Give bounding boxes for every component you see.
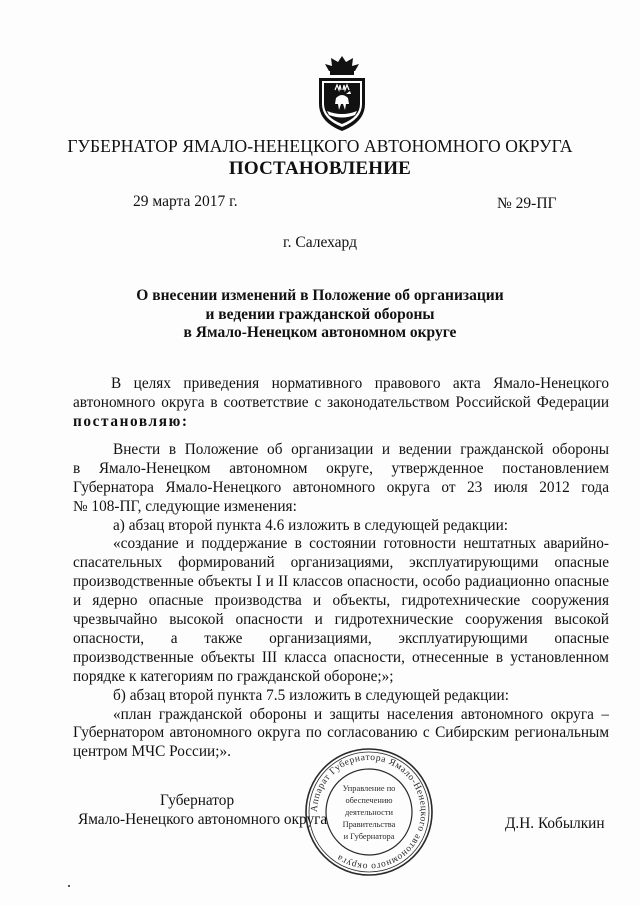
document-subject — [0, 287, 640, 343]
subject-line: и ведении гражданской обороны — [205, 305, 435, 323]
preamble-paragraph — [73, 375, 609, 432]
scan-speck — [68, 885, 70, 887]
text-line: производственные объекты III класса опасности, отнесенные в установленном — [73, 648, 609, 666]
seal-center-line: деятельности — [345, 808, 393, 817]
subject-line: в Ямало-Ненецком автономном округе — [183, 324, 457, 341]
text-line: Губернатора Ямало-Ненецкого автономного округа от 23 июля 2012 года — [73, 478, 609, 496]
signatory-region: Ямало-Ненецкого автономного округа — [78, 811, 328, 828]
text-line: «план гражданской обороны и защиты населения автономного округа – — [113, 705, 609, 723]
document-date: 29 марта 2017 г. — [133, 193, 238, 210]
seal-ring-text: Аппарат Губернатора Ямало-Ненецкого автономного округа — [309, 752, 429, 872]
seal-center-line: Управление по — [342, 784, 396, 793]
text-line: «создание и поддержание в состоянии готовности нештатных аварийно- — [113, 535, 609, 553]
signatory-title: Губернатор — [160, 792, 235, 809]
seal-center-line: и Губернатора — [343, 832, 395, 841]
text-line: Внести в Положение об организации и ведении гражданской обороны — [113, 441, 609, 458]
signatory-name: Д.Н. Кобылкин — [505, 815, 605, 832]
issuing-authority: ГУБЕРНАТОР ЯМАЛО-НЕНЕЦКОГО АВТОНОМНОГО ОКРУГА — [67, 136, 573, 156]
document-type-title: ПОСТАНОВЛЕНИЕ — [228, 158, 412, 179]
coat-of-arms-emblem — [313, 54, 371, 134]
text-line: центром МЧС России;». — [73, 743, 231, 761]
official-seal-stamp — [303, 746, 435, 878]
text-line: опасности, а также организациями, эксплуатирующими опасные — [73, 629, 609, 647]
text-line: спасательных формирований организациями, эксплуатирующими опасные — [73, 554, 609, 572]
text-line: В целях приведения нормативного правового акта Ямало-Ненецкого — [111, 375, 609, 392]
text-line: и ядерно опасные производства и объекты, гидротехнические сооружения — [73, 592, 609, 610]
text-line: в Ямало-Ненецком автономном округе, утвержденное постановлением — [73, 459, 609, 477]
text-line: производственные объекты I и II классов опасности, особо радиационно опасные — [73, 573, 609, 591]
main-body — [73, 441, 609, 762]
text-line: порядке к категориям по гражданской обороне;»; — [73, 667, 394, 685]
text-line: а) абзац второй пункта 4.6 изложить в следующей редакции: — [113, 516, 508, 534]
text-line: № 108-ПГ, следующие изменения: — [73, 497, 297, 515]
subject-line: О внесении изменений в Положение об организации — [136, 287, 504, 304]
document-city: г. Салехард — [283, 234, 357, 251]
text-line: б) абзац второй пункта 7.5 изложить в следующей редакции: — [113, 686, 509, 704]
text-line: автономного округа в соответствие с законодательством Российской Федерации — [73, 393, 609, 411]
document-number: № 29-ПГ — [497, 195, 557, 212]
text-line: чрезвычайно высокой опасности и гидротехнические сооружения высокой — [73, 611, 609, 629]
decree-word: постановляю: — [73, 412, 189, 430]
seal-center-line: Правительства — [342, 820, 396, 829]
seal-center-line: обеспечению — [345, 796, 393, 805]
text-line: Губернатором автономного округа по согласованию с Сибирским региональным — [73, 724, 609, 742]
